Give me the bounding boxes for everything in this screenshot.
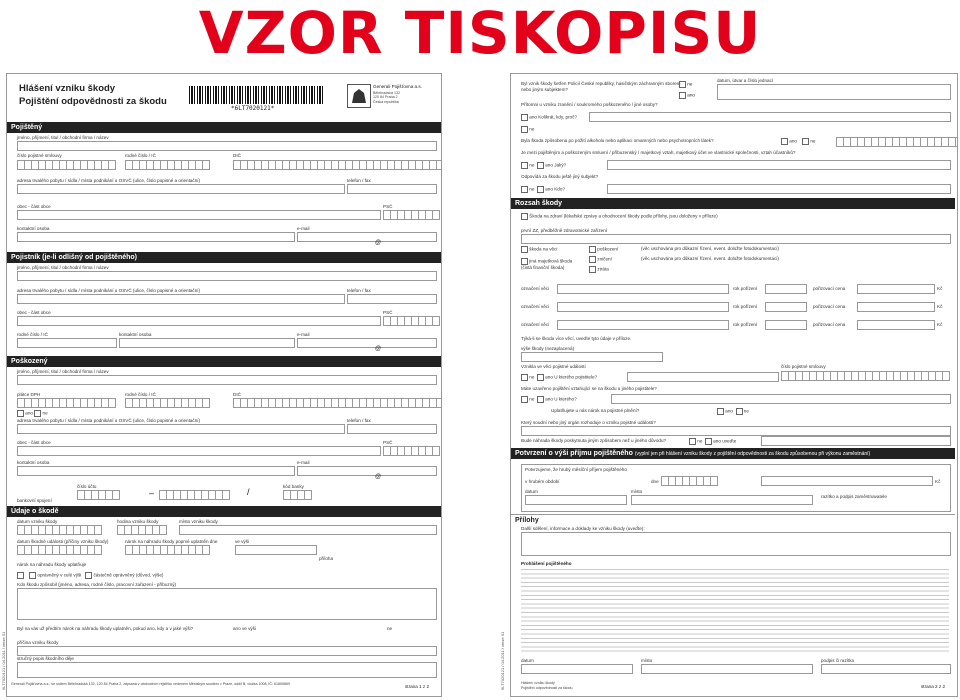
- item-cena-input[interactable]: [857, 284, 935, 294]
- opravneny-checkbox[interactable]: [29, 572, 36, 579]
- zniceni-row: [589, 256, 612, 263]
- input-datum-vzniku[interactable]: [17, 525, 102, 535]
- odpoved-kdo: Kdo?: [554, 186, 565, 192]
- item-rok-input[interactable]: [765, 302, 807, 312]
- ztrata-label: ztráta: [597, 266, 609, 272]
- bude-options: [689, 438, 736, 445]
- section-pojisteny: Pojištěný: [7, 122, 441, 133]
- input-jmeno-2[interactable]: [17, 271, 437, 281]
- q-byl: Byl vznik škody šetřen Policií České republiky, hasičským záchranným sborem nebo jiným subjektem?: [521, 81, 681, 92]
- input-pojistitel[interactable]: [627, 372, 779, 382]
- label-datum: datum: [525, 489, 538, 494]
- pojisteni-ano-checkbox[interactable]: [537, 162, 544, 169]
- item-oznaceni-input[interactable]: [557, 302, 729, 312]
- section-pojistnik: Pojistník (je-li odlišný od pojištěného): [7, 252, 441, 263]
- label-tyka: Týká-li se škoda více věcí, uveďte tyto údaje v příloze.: [521, 336, 632, 341]
- item-kc: Kč: [937, 304, 943, 309]
- declaration-text-block: [521, 568, 949, 654]
- mate-ano-checkbox[interactable]: [537, 396, 544, 403]
- input-kontaktni[interactable]: [17, 232, 295, 242]
- ztrata-checkbox[interactable]: [589, 266, 596, 273]
- ztrata-row: [589, 266, 609, 273]
- item-oznaceni-label: označení věci: [521, 304, 550, 309]
- zasadni-ne-checkbox[interactable]: [802, 138, 809, 145]
- label-dalsi: Další sdělení, informace a doklady ke vzniku škody (uveďte):: [521, 526, 645, 531]
- input-cislo-pu[interactable]: [781, 371, 950, 381]
- input-datum2[interactable]: [521, 664, 633, 674]
- label-psc-2: PSČ: [383, 310, 393, 315]
- label-jmeno-2: jméno, příjmení, titul / obchodní firma / název: [17, 265, 109, 270]
- byl-options: [679, 81, 695, 99]
- input-predcisli[interactable]: [77, 490, 120, 500]
- label-telefon-3: telefon / fax: [347, 418, 371, 423]
- input-prijem[interactable]: [761, 476, 933, 486]
- jina-checkbox[interactable]: [521, 258, 528, 265]
- pritomni-ne-label: ne: [529, 126, 535, 132]
- input-psc-3[interactable]: [383, 446, 440, 456]
- at-icon-2: @: [375, 346, 382, 352]
- vec1-note: (věc uschována pro důkazní řízení, event. doložte fotodokumentaci): [641, 246, 779, 251]
- poskozeni-label: poškození: [597, 246, 619, 252]
- label-rodne-ic-2: rodné číslo / IČ: [17, 332, 48, 337]
- label-narok: nárok na náhradu škody poprvé uplatněn dne: [125, 539, 218, 544]
- skoda-vec-label: škoda na věci: [529, 246, 558, 252]
- zdravi-label: Škoda na zdraví (lékařské zprávy a ohodnocení škody podle přílohy, jsou doloženy v příloze): [529, 213, 718, 219]
- label-telefon-2: telefon / fax: [347, 288, 371, 293]
- item-rok-label: rok pořízení: [733, 322, 758, 327]
- input-rodne-cislo-3[interactable]: [125, 398, 210, 408]
- jina-label: jiná majetková škoda (čistá finanční škoda): [521, 258, 573, 270]
- input-adresa-3[interactable]: [17, 424, 345, 434]
- side-code-1: 6LT7020121 / 04.2011 / verze 01: [1, 631, 6, 690]
- label-obec-2: obec - část obce: [17, 310, 51, 315]
- q-odpoved: Odpovídá za škodu ještě jiný subjekt?: [521, 174, 599, 179]
- lion-logo-icon: [347, 84, 371, 108]
- skoda-vec-checkbox[interactable]: [521, 246, 528, 253]
- label-narok-uplatnuje: nárok na náhradu škody uplatňuje: [17, 562, 87, 567]
- mate-ano-label: ano U kterého?: [545, 396, 577, 402]
- mate-ne-label: ne: [529, 396, 535, 402]
- castecne-label: částečně oprávněný (důvod, výše): [93, 572, 164, 578]
- uplatnujete-ano-label: ano: [725, 408, 733, 414]
- label-kontaktni-3: kontaktní osoba: [17, 460, 50, 465]
- label-kdo: Kdo škodu způsobil (jméno, adresa, rodné číslo, pracovní zařazení - příbuzný): [17, 582, 177, 587]
- input-u-ktereho[interactable]: [611, 394, 951, 404]
- label-cislo-uctu: číslo účtu: [77, 484, 97, 489]
- input-hodina[interactable]: [117, 525, 167, 535]
- label-misto: místo: [631, 489, 643, 494]
- item-row: [521, 298, 951, 316]
- input-obec-2[interactable]: [17, 316, 381, 326]
- label-psc-3: PSČ: [383, 440, 393, 445]
- odpoved-ano-label: ano: [545, 186, 553, 192]
- uplatnujete-ne-checkbox[interactable]: [736, 408, 743, 415]
- pojisteni-options: [521, 162, 566, 169]
- pojisteni-ano-label: ano: [545, 162, 553, 168]
- input-jmeno-3[interactable]: [17, 375, 437, 385]
- label-datum-vzniku: datum vzniku škody: [17, 519, 58, 524]
- zniceni-label: zničení: [597, 256, 612, 262]
- item-rok-label: rok pořízení: [733, 304, 758, 309]
- vznikla-ne-checkbox[interactable]: [521, 374, 528, 381]
- label-strucny: stručný popis škodního děje: [17, 656, 74, 661]
- input-jaky[interactable]: [607, 160, 951, 170]
- section-rozsah: Rozsah škody: [511, 198, 955, 209]
- label-prvni-zz: první ZZ, předběžně zdravotnické zařízení: [521, 228, 608, 233]
- label-kontaktni-2: kontaktní osoba: [119, 332, 152, 337]
- form-page-2: [510, 73, 958, 697]
- mate-ne-checkbox[interactable]: [521, 396, 528, 403]
- vznikla-ano-checkbox[interactable]: [537, 374, 544, 381]
- insurer-name: Generali Pojišťovna a.s.: [373, 84, 422, 89]
- input-adresa-2[interactable]: [17, 294, 345, 304]
- pritomni-ano-checkbox[interactable]: [521, 114, 528, 121]
- label-psc: PSČ: [383, 204, 393, 209]
- label-obec: obec - část obce: [17, 204, 51, 209]
- input-vyse[interactable]: [521, 352, 663, 362]
- potvrzeni-title: Potvrzení o výši příjmu pojištěného: [515, 450, 633, 457]
- page-number-2: strana 2 z 2: [921, 684, 946, 689]
- input-misto2[interactable]: [641, 664, 813, 674]
- label-jmeno: jméno, příjmení, titul / obchodní firma / název: [17, 135, 109, 140]
- vec2-note: (věc uschována pro důkazní řízení, event. doložte fotodokumentaci): [641, 256, 779, 261]
- pojisteni-jaky: Jaký?: [554, 162, 567, 168]
- dash-separator: –: [149, 488, 155, 498]
- input-pricina[interactable]: [17, 646, 437, 656]
- label-jmeno-3: jméno, příjmení, titul / obchodní firma / název: [17, 369, 109, 374]
- bude-ne-checkbox[interactable]: [689, 438, 696, 445]
- uplatnujete-ano-checkbox[interactable]: [717, 408, 724, 415]
- item-cena-input[interactable]: [857, 302, 935, 312]
- input-datum-utvar[interactable]: [717, 84, 951, 100]
- pritomni-ne: [521, 126, 534, 133]
- label-podpis: podpis či razítko: [821, 658, 855, 663]
- byl-ano-checkbox[interactable]: [679, 92, 686, 99]
- label-mate: Máte uzavřeno pojištění vztahující se na škodu u jiného pojistitele?: [521, 386, 657, 391]
- input-telefon[interactable]: [347, 184, 437, 194]
- specimen-banner: VZOR TISKOPISU: [198, 0, 762, 67]
- input-dne[interactable]: [661, 476, 718, 486]
- opravneny-label: oprávněný v celé výši: [37, 572, 82, 578]
- label-rodne-cislo: rodné číslo / IČ: [125, 153, 156, 158]
- dph-ne-checkbox[interactable]: [34, 410, 41, 417]
- label-razitko: razítko a podpis zaměstnavatele: [821, 494, 887, 499]
- odpoved-ne-label: ne: [529, 186, 535, 192]
- label-ktery-soud: Který soudní nebo jiný orgán rozhoduje o vzniku pojistné události?: [521, 420, 656, 425]
- input-podpis[interactable]: [821, 664, 951, 674]
- jina-row: [521, 258, 583, 271]
- input-rodne-cislo[interactable]: [125, 160, 210, 170]
- item-rok-input[interactable]: [765, 320, 807, 330]
- item-rok-input[interactable]: [765, 284, 807, 294]
- label-prumerny: Potvrzujeme, že hrubý měsíční příjem pojištěného: [525, 467, 627, 472]
- input-psc-2[interactable]: [383, 316, 440, 326]
- input-cislo-smlouvy[interactable]: [17, 160, 116, 170]
- label-kontaktni: kontaktní osoba: [17, 226, 50, 231]
- castecne-checkbox[interactable]: [85, 572, 92, 579]
- form-page-1: [6, 73, 442, 697]
- narok-options: [17, 572, 163, 579]
- input-misto[interactable]: [631, 495, 813, 505]
- label-bankovni: bankovní spojení: [17, 498, 52, 503]
- item-oznaceni-label: označení věci: [521, 286, 550, 291]
- uplatnujete-ne-label: ne: [743, 408, 749, 414]
- zasadni-ano-checkbox[interactable]: [781, 138, 788, 145]
- poskozeni-checkbox[interactable]: [589, 246, 596, 253]
- label-uplatnujete: Uplatňujete u nás nárok na pojistné plnění?: [551, 408, 640, 413]
- label-misto2: místo: [641, 658, 653, 663]
- label-adresa-3: adresa trvalého pobytu / sídla / místa podnikání u OSVČ (ulice, číslo popisné a orientační): [17, 418, 201, 423]
- dph-ne-label: ne: [42, 410, 48, 416]
- pritomni-ne-checkbox[interactable]: [521, 126, 528, 133]
- zasadni-ne-label: ne: [810, 138, 816, 144]
- label-kod-banky: kód banky: [283, 484, 304, 489]
- item-rok-label: rok pořízení: [733, 286, 758, 291]
- label-ve-vysi: ve výši: [235, 539, 250, 544]
- section-poskozeny: Poškozený: [7, 356, 441, 367]
- odpoved-ano-checkbox[interactable]: [537, 186, 544, 193]
- section-udaje: Údaje o škodě: [7, 506, 441, 517]
- slash-separator: /: [247, 487, 250, 497]
- label-datum-utvar: datum, útvar a číslo jednací: [717, 78, 774, 83]
- item-oznaceni-label: označení věci: [521, 322, 550, 327]
- item-kc: Kč: [937, 286, 943, 291]
- label-email-2: e-mail: [297, 332, 310, 337]
- byl-ano-label: ano: [687, 92, 695, 98]
- label-obec-3: obec - část obce: [17, 440, 51, 445]
- input-email-2[interactable]: [297, 338, 437, 348]
- item-oznaceni-input[interactable]: [557, 284, 729, 294]
- input-misto[interactable]: [179, 525, 437, 535]
- label-hodina: hodina vzniku škody: [117, 519, 159, 524]
- input-datum-udalost[interactable]: [17, 545, 102, 555]
- zasadni-options: [781, 138, 815, 145]
- label-platce-dph: plátce DPH: [17, 392, 41, 397]
- item-oznaceni-input[interactable]: [557, 320, 729, 330]
- label-ne-byl: ne: [387, 626, 393, 631]
- item-cena-label: pořizovací cena: [813, 304, 846, 309]
- vec-row: [521, 246, 557, 253]
- input-kod-banky[interactable]: [283, 490, 312, 500]
- barcode-text: *6LT7020121*: [231, 105, 275, 112]
- zniceni-checkbox[interactable]: [589, 256, 596, 263]
- at-icon-3: @: [375, 474, 382, 480]
- poskozeni-row: [589, 246, 618, 253]
- dph-options: [17, 410, 48, 417]
- input-datum[interactable]: [525, 495, 627, 505]
- side-code-2: 6LT7020121 / 04.2011 / verze 01: [500, 631, 505, 690]
- item-row: [521, 316, 951, 334]
- zasadni-ano-label: ano: [789, 138, 797, 144]
- dph-ano-checkbox[interactable]: [17, 410, 24, 417]
- footer2-line2: Pojištění odpovědnosti za škodu: [521, 686, 573, 690]
- input-kontaktni-2[interactable]: [119, 338, 295, 348]
- label-vznikla: Vznikla ve věci pojistné události: [521, 364, 586, 369]
- input-platce-dph[interactable]: [17, 398, 116, 408]
- item-cena-input[interactable]: [857, 320, 935, 330]
- vznikla-options: [521, 374, 597, 381]
- label-adresa-2: adresa trvalého pobytu / sídla / místa podnikání u OSVČ (ulice, číslo popisné a orientační): [17, 288, 201, 293]
- input-prvni-zz[interactable]: [521, 234, 951, 244]
- q-zasadni: Byla škoda způsobena po požití alkoholu nebo aplikaci omamných nebo psychotropních látek?: [521, 138, 714, 143]
- input-obec[interactable]: [17, 210, 381, 220]
- vznikla-ne-label: ne: [529, 374, 535, 380]
- pritomni-ano-label: ano Kolikrát, kdy, proč?: [529, 114, 577, 120]
- label-misto: místo vzniku škody: [179, 519, 218, 524]
- bude-ne-label: ne: [697, 438, 703, 444]
- input-kdo[interactable]: [17, 588, 437, 620]
- uplatnujete-options: [717, 408, 749, 415]
- odpoved-options: [521, 186, 565, 193]
- potvrzeni-subtitle: (vyplní jen při hlášení vzniku škody z pojištění odpovědnosti za škodu způsobenou při výkonu zaměstnání): [634, 451, 871, 457]
- input-cislo-uctu[interactable]: [159, 490, 230, 500]
- label-kc2: Kč: [935, 479, 941, 484]
- input-psc[interactable]: [383, 210, 440, 220]
- label-datum-udalost: datum škodné události (příčiny vzniku škody): [17, 539, 109, 544]
- input-strucny[interactable]: [17, 662, 437, 678]
- input-jmeno[interactable]: [17, 141, 437, 151]
- footer-text: Generali Pojišťovna a.s., se sídlem Bělehradská 132, 120 84 Praha 2, zapsaná v obchodním rejstříku vedeném Městským soudem v Praze, oddíl B, vložka 1008, IČ: 61859869: [11, 682, 291, 686]
- label-priloha: příloha: [319, 556, 334, 561]
- label-vyse: výše škody (nezaplacená): [521, 346, 575, 351]
- input-uvedte[interactable]: [761, 436, 951, 446]
- bude-ano-label: ano uveďte: [713, 438, 737, 444]
- mate-options: [521, 396, 577, 403]
- section-potvrzeni: [511, 448, 955, 459]
- input-obec-3[interactable]: [17, 446, 381, 456]
- bude-ano-checkbox[interactable]: [705, 438, 712, 445]
- items-table: [521, 280, 951, 334]
- input-kontaktni-3[interactable]: [17, 466, 295, 476]
- form-title: Hlášení vzniku škody: [19, 83, 116, 94]
- input-dic-3[interactable]: [233, 398, 442, 408]
- input-email[interactable]: [297, 232, 437, 242]
- input-rodne-ic-2[interactable]: [17, 338, 117, 348]
- input-ktery-soud[interactable]: [521, 426, 951, 436]
- input-telefon-2[interactable]: [347, 294, 437, 304]
- label-dic: DIČ: [233, 153, 241, 158]
- input-adresa[interactable]: [17, 184, 345, 194]
- item-row: [521, 280, 951, 298]
- item-cena-label: pořizovací cena: [813, 322, 846, 327]
- label-datum2: datum: [521, 658, 534, 663]
- neopravneny-checkbox[interactable]: [17, 572, 24, 579]
- at-icon: @: [375, 240, 382, 246]
- pojisteni-ne-checkbox[interactable]: [521, 162, 528, 169]
- dph-ano-label: ano: [25, 410, 33, 416]
- footer2-line1: Hlášení vzniku škody: [521, 681, 555, 685]
- label-dne: dne: [651, 479, 659, 484]
- q-pojisteni: Je mezi pojištěným a poškozeným smluvní / příbuzenský / majetkový vztah, majetkový účet ve vlastnické společnosti, vztah účastníků?: [521, 150, 796, 155]
- label-v-hrube: v hrubém období: [525, 479, 560, 484]
- byl-ne-label: ne: [687, 81, 693, 87]
- insurer-address: Bělehradská 132 120 84 Praha 2 Česká republika: [373, 91, 400, 104]
- byl-ne-checkbox[interactable]: [679, 81, 686, 88]
- form-subtitle: Pojištění odpovědnosti za škodu: [19, 96, 167, 107]
- label-prohlaseni: Prohlášení pojištěného: [521, 561, 572, 566]
- zdravi-checkbox[interactable]: [521, 213, 528, 220]
- barcode: [189, 86, 325, 104]
- input-ve-vysi[interactable]: [235, 545, 317, 555]
- label-email: e-mail: [297, 226, 310, 231]
- label-email-3: e-mail: [297, 460, 310, 465]
- item-kc: Kč: [937, 322, 943, 327]
- input-kolikrat[interactable]: [589, 112, 951, 122]
- input-dalsi[interactable]: [521, 532, 951, 556]
- input-email-3[interactable]: [297, 466, 437, 476]
- pojisteni-ne-label: ne: [529, 162, 535, 168]
- q-pritomni: Přítomni u vzniku zranění / soukromého poškozeného / jiné osoby?: [521, 102, 658, 107]
- zdravi-row: [521, 213, 718, 220]
- label-bude: Bude náhrada škody poskytnuta jiným způsobem než u jiného důvodu?: [521, 438, 667, 443]
- label-adresa: adresa trvalého pobytu / sídla / místa podnikání u OSVČ (ulice, číslo popisné a orientační): [17, 178, 201, 183]
- label-cislo-smlouvy: číslo pojistné smlouvy: [17, 153, 62, 158]
- item-cena-label: pořizovací cena: [813, 286, 846, 291]
- label-cislo-pu: číslo pojistné smlouvy: [781, 364, 826, 369]
- input-narok[interactable]: [125, 545, 210, 555]
- input-telefon-3[interactable]: [347, 424, 437, 434]
- section-prilohy: Přílohy: [511, 514, 955, 526]
- label-telefon: telefon / fax: [347, 178, 371, 183]
- input-kdo-2[interactable]: [607, 184, 951, 194]
- label-pricina: příčina vzniku škody: [17, 640, 59, 645]
- label-rodne-cislo-3: rodné číslo / IČ: [125, 392, 156, 397]
- label-dic-3: DIČ: [233, 392, 241, 397]
- label-byl-na: Byl na vás už předtím nárok na náhradu škody uplatněn, pokud ano, kdy a v jaké výši?: [17, 626, 194, 631]
- vznikla-ano-label: ano U kterého pojistitele?: [545, 374, 598, 380]
- odpoved-ne-checkbox[interactable]: [521, 186, 528, 193]
- input-zasadni[interactable]: [836, 137, 958, 147]
- page-number-1: strana 1 z 2: [405, 684, 430, 689]
- pritomni-ano: [521, 114, 577, 121]
- input-dic[interactable]: [233, 160, 442, 170]
- label-ano-ve-vysi: ano ve výši: [233, 626, 256, 631]
